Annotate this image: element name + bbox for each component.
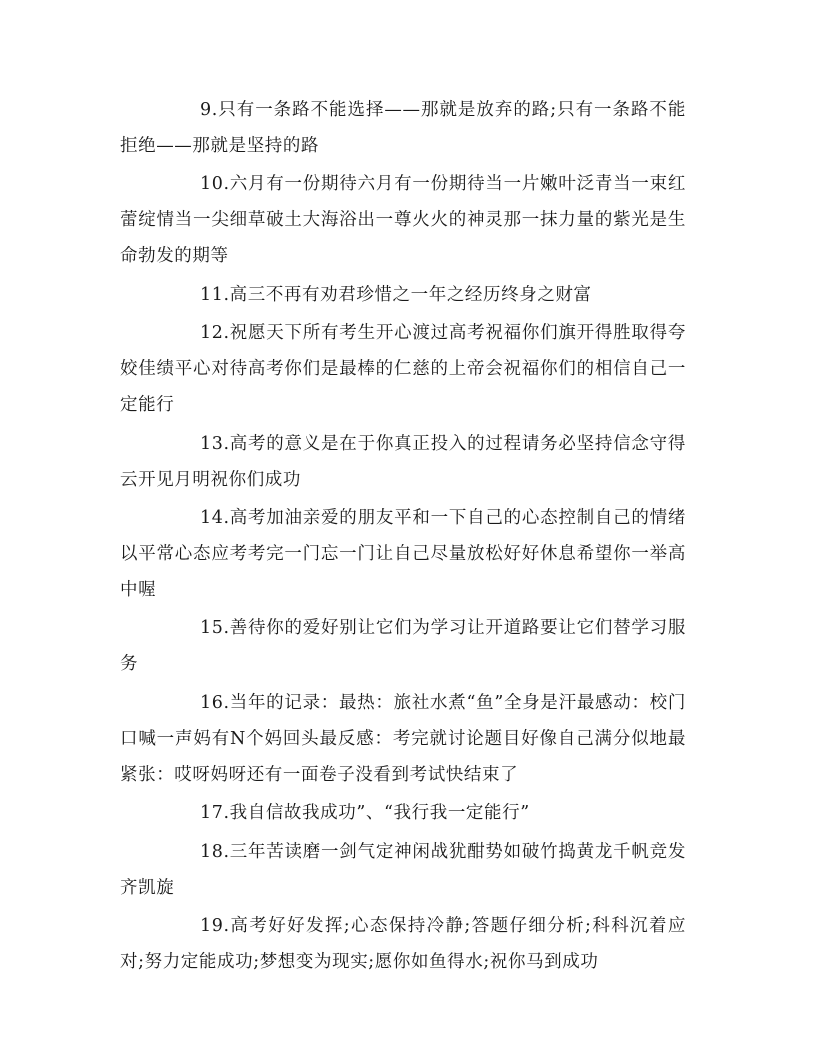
paragraph-12: 12.祝愿天下所有考生开心渡过高考祝福你们旗开得胜取得夸姣佳绩平心对待高考你们是最棒的仁慈的上帝会祝福你们的相信自己一定能行 — [120, 323, 686, 416]
paragraph-10: 10.六月有一份期待六月有一份期待当一片嫩叶泛青当一束红蕾绽情当一尖细草破土大海浴出一尊火火的神灵那一抹力量的紫光是生命勃发的期等 — [120, 174, 686, 267]
document-body — [120, 92, 686, 982]
paragraph-11: 11.高三不再有劝君珍惜之一年之经历终身之财富 — [200, 284, 592, 305]
paragraph-16: 16.当年的记录：最热：旅社水煮“鱼”全身是汗最感动：校门口喊一声妈有N个妈回头最反感：考完就讨论题目好像自己满分似地最紧张：哎呀妈呀还有一面卷子没看到考试快结束了 — [120, 692, 686, 785]
paragraph-9: 9.只有一条路不能选择——那就是放弃的路;只有一条路不能拒绝——那就是坚持的路 — [120, 100, 686, 156]
paragraph-13: 13.高考的意义是在于你真正投入的过程请务必坚持信念守得云开见月明祝你们成功 — [120, 433, 686, 490]
paragraph-15: 15.善待你的爱好别让它们为学习让开道路要让它们替学习服务 — [120, 618, 686, 675]
paragraph-19: 19.高考好好发挥;心态保持冷静;答题仔细分析;科科沉着应对;努力定能成功;梦想变为现实;愿你如鱼得水;祝你马到成功 — [120, 915, 686, 972]
paragraph-17: 17.我自信故我成功”、“我行我一定能行” — [200, 803, 530, 824]
paragraph-14: 14.高考加油亲爱的朋友平和一下自己的心态控制自己的情绪以平常心态应考考完一门忘一门让自己尽量放松好好休息希望你一举高中喔 — [120, 507, 686, 600]
paragraph-18: 18.三年苦读磨一剑气定神闲战犹酣势如破竹捣黄龙千帆竞发齐凯旋 — [120, 841, 686, 898]
